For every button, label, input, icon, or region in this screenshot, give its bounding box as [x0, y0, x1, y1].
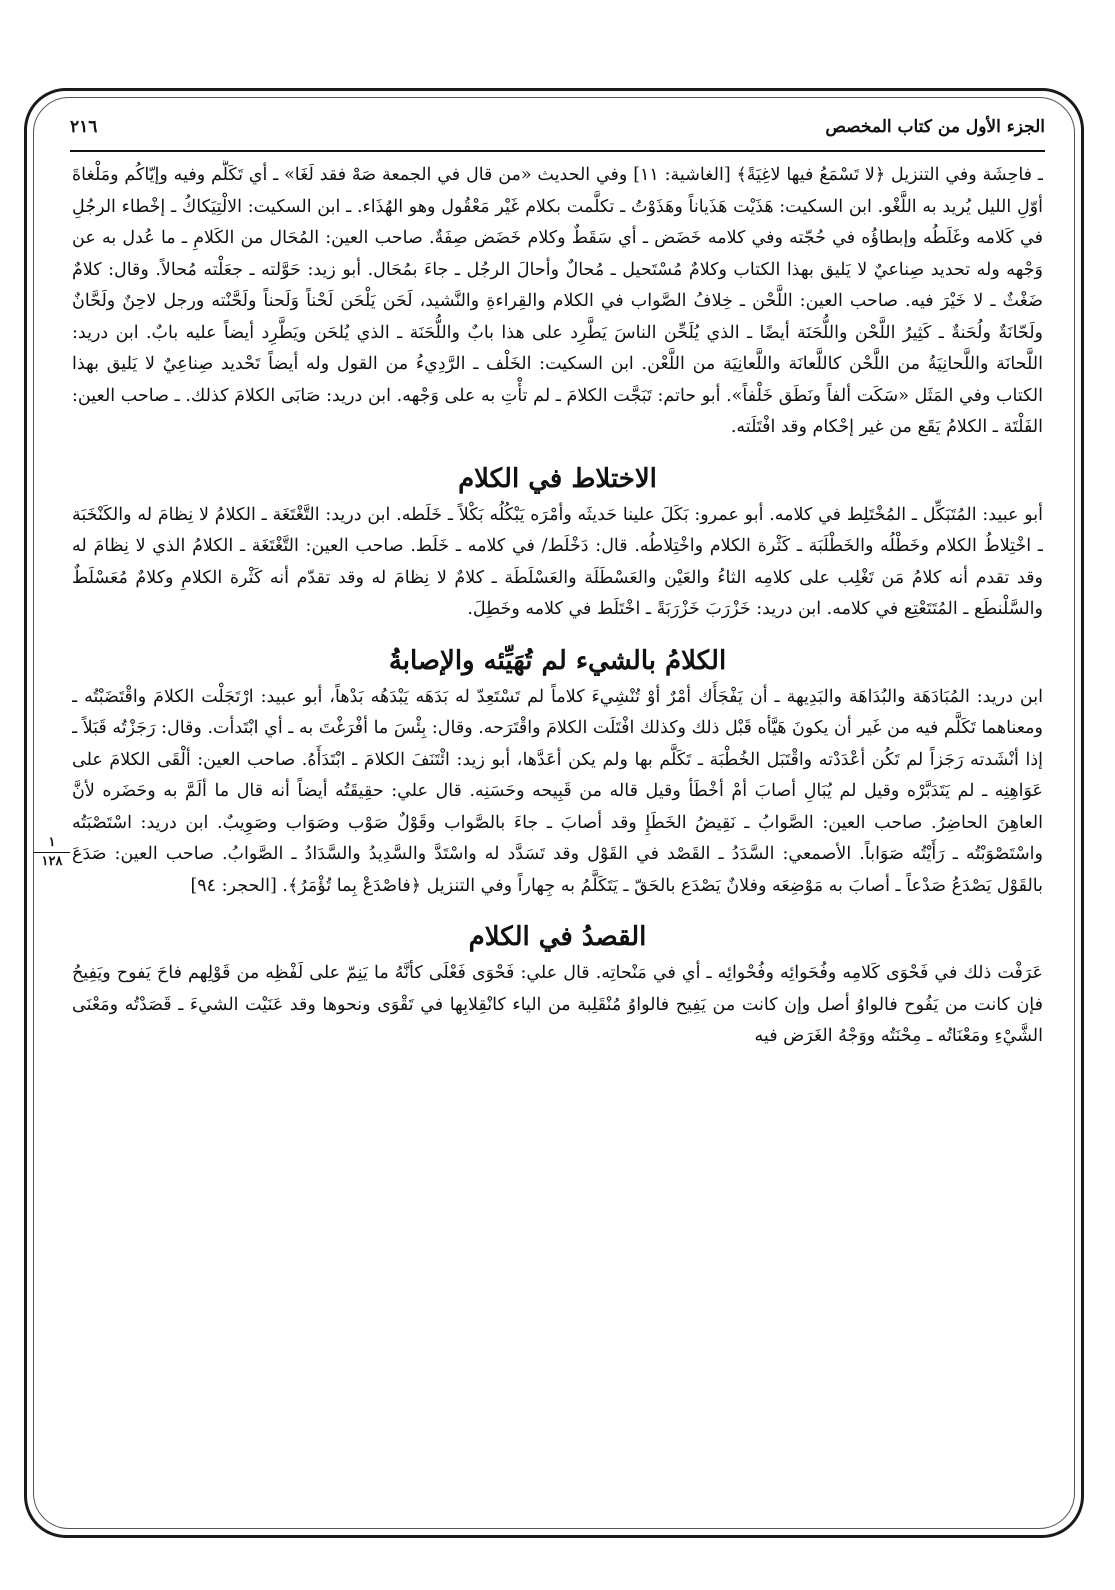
- page-header: [70, 112, 1045, 142]
- margin-note-bottom: ١٢٨: [41, 854, 63, 869]
- header-rule: [70, 150, 1045, 152]
- page-number: ٢١٦: [70, 117, 98, 137]
- paragraph-intent: عَرَفْت ذلك في فَحْوَى كَلامِه وفُحَوائِه وفُحْوائِه ـ أي في مَنْحاتِه. قال علي: فَحْوَى فَعْلَى كأنَّهُ ما يَنِمّ على لَفْظِه من قَوْلِهم فاحَ يَفوح ويَفِيحُ فإن كانت من يَفُوح فالواوُ أصل وإن كانت من يَفِيح فالواوُ مُنْقَلِبة من الياء كانْقِلابِها في تَقْوَى ونحوها وقد عَنَيْت الشيءَ ـ قَصَدْتُه ومَعْنَى الشَّيْءِ ومَعْنَاتُه ـ مِحْنَتُه ووَجْهُ الغَرَض فيه: [72, 963, 1043, 1046]
- section-heading-intent: القصدُ في الكلام: [468, 922, 647, 952]
- running-title: الجزء الأول من كتاب المخصص: [825, 117, 1045, 137]
- paragraph-intro: ـ فاحِشَة وفي التنزيل ﴿لا تَسْمَعُ فيها لاغِيَةً﴾ [الغاشية: ١١] وفي الحديث «من قال في الجمعة صَهْ فقد لَغَا» ـ أي تَكَلَّم وفيه وإيّاكُم ومَلْغاةَ أوّلِ الليل يُريد به اللَّغْو. ابن السكيت: هَذَيْت هَذَياناً وهَذَوْتُ ـ تكلَّمت بكلام غَيْر مَعْقُول وهو الهُذَاء. ـ ابن السكيت: الالْتِيَكاكُ ـ إخْطاء الرجُلِ في كَلامه وغَلَطُه وإبطاؤُه في حُجّته وفي كلامه خَضَض ـ أي سَقَطٌ وكلام خَضَض صِفَةٌ. صاحب العين: المُحَال من الكَلامِ ـ ما عُدل به عن وَجْهه وله تحديد صِناعيٌ لا يَليق بهذا الكتاب وكلامٌ مُسْتَحيل ـ مُحالٌ وأحالَ الرجُل ـ جاءَ بمُحَال. أبو زيد: حَوَّلته ـ جعَلْته مُحالاً. وقال: كلامٌ ضَغْثٌ ـ لا خَيْرَ فيه. صاحب العين: اللَّحْن ـ خِلافُ الصَّواب في الكلام والقِراءةِ والنَّشيد، لَحَن يَلْحَن لَحْناً وَلَحناً ولَحَّنْته ورجل لاحِنٌ ولَحَّانٌ ولَحّانَةٌ ولُحَنةٌ ـ كَثِيرُ اللَّحْن واللُّحَنَة أيضًا ـ الذي يُلَحِّن الناسَ يَطَّرِد على هذا بابٌ واللُّحَنَة ـ الذي يُلحَن ويَطَّرِد أيضاً عليه بابٌ. ابن دريد: اللَّحانَة واللَّحانِيَةُ من اللَّحْن كاللَّعانَة واللَّعانِيَة من اللَّعْن. ابن السكيت: الخَلْف ـ الرَّدِيءُ من القول وله أيضاً تَحْديد صِناعِيٌ لا يَليق بهذا الكتاب وفي المَثَل «سَكَت ألفاً ونَطَق خَلْفاً». أبو حاتم: تَبَجَّت الكلامَ ـ لم تأْتِ به على وَجْهه. ابن دريد: صَابَى الكلامَ كذلك. ـ صاحب العين: الفَلْتَة ـ الكلامُ يَقَع من غير إحْكام وقد افْتَلَته.: [72, 165, 1043, 437]
- paragraph-improvised: ابن دريد: المُبَادَهَة والبُدَاهَة والبَدِيهة ـ أن يَفْجَأَك أمْرٌ أوْ تُنْشِيءَ كلاماً لم تَسْتَعِدّ له بَدَهَه يَبْدَهُه بَدْهاً، أبو عبيد: ارْتَجَلْت الكلامَ واقْتَضَبْتُه ـ ومعناهما تَكَلَّم فيه من غَير أن يكونَ هَيَّأه قَبْل ذلك وكذلك افْتَلَت الكلامَ واقْتَرَحه. وقال: بِئْسَ ما أفْرَغْتَ به ـ أي ابْتَدأت. وقال: رَجَزْتُه قَبَلاً ـ إذا أنْشَدته رَجَزاً لم تَكُن أعْدَدْته واقْتَبَل الخُطْبَة ـ تَكَلَّم بها ولم يكن أعَدَّها، أبو زيد: ائْتَنَفَ الكلامَ ـ ابْتَدَأَهُ. صاحب العين: ألْقَى الكلامَ على عَوَاهِنِه ـ لم يَتَدَبَّرْه وقيل لم يُبَالِ أصابَ أمْ أخْطَأ وقيل قاله من قَبِيحه وحَسَنِه. قال علي: حقِيقَتُه أيضاً أنه قال ما ألَمَّ به وحَضَره لأنَّ العاهِنَ الحاضِرُ. صاحب العين: الصَّوابُ ـ نَقِيضُ الخَطَإِ وقد أصابَ ـ جاءَ بالصَّواب وقَوْلٌ صَوْب وصَوَاب وصَوِيبٌ. ابن دريد: اسْتَصْبَتُه واسْتَصْوَبْتُه ـ رَأَيْتُه صَوَاباً. الأصمعي: السَّدَدُ ـ القَصْد في القَوْل وقد تَسَدَّد له واسْتَدَّ والسَّدِيدُ والسَّدَادُ ـ الصَّوابُ. صاحب العين: صَدَعَ بالقَوْل يَصْدَعُ صَدْعاً ـ أصابَ به مَوْضِعَه وفلانٌ يَصْدَع بالحَقّ ـ يَتَكَلَّمُ به جِهاراً وفي التنزيل ﴿فاصْدَعْ بِما تُؤْمَرُ﴾. [الحجر: ٩٤]: [72, 686, 1043, 896]
- page-body: [72, 160, 1043, 1515]
- margin-note-top: ١: [48, 835, 56, 850]
- paragraph-mixing: أبو عبيد: المُتَبَكِّل ـ المُخْتَلِط في كلامه. أبو عمرو: بَكَلَ علينا حَديثَه وأمْرَه يَبْكُلُه بَكْلاً ـ خَلَطه. ابن دريد: التَّغْتَغَة ـ الكلامُ لا نِظامَ له والكَنْخَبَة ـ اخْتِلاطُ الكلام وخَطْلُه والخَطْلَبَة ـ كَثْرة الكلام واخْتِلاطُه. قال: دَخْلَط/ في كلامه ـ خَلَط. صاحب العين: التَّغْتَغَة ـ الكلامُ الذي لا نِظامَ له وقد تقدم أنه كلامُ مَن تَغْلِب على كلامِه الثاءُ والعَيْن والعَسْطَلَة والعَسْلَطَة ـ كلامٌ لا نِظامَ له وقد تقدّم أنه كَثْرة الكلامِ وكلامٌ مُعَسْلَطٌ والسَّلْنطَع ـ المُتَتَعْتِع في كلامه. ابن دريد: خَزْرَبَ خَزْرَبَةً ـ اخْتَلَط في كلامه وخَطِلَ.: [72, 504, 1043, 619]
- section-heading-mixing: الاختلاط في الكلام: [458, 463, 657, 494]
- margin-note: [34, 836, 70, 869]
- section-heading-improvised: الكلامُ بالشيء لم تُهَيِّئه والإصابةُ: [388, 645, 727, 676]
